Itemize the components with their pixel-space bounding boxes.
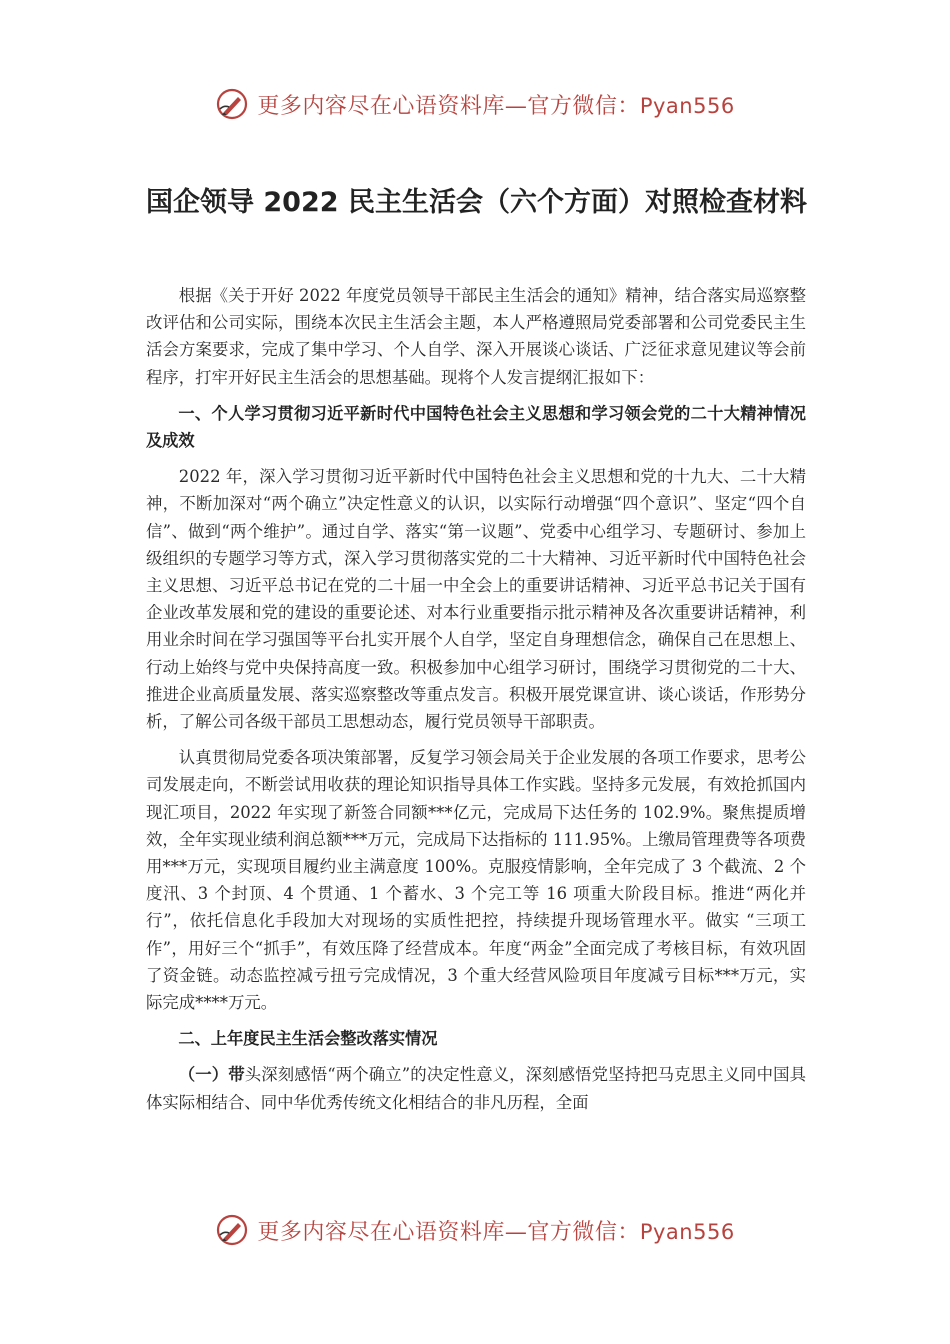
footer-watermark-banner <box>0 1208 950 1252</box>
document-body <box>146 282 806 1125</box>
header-banner-text: 更多内容尽在心语资料库—官方微信：Pyan556 <box>257 93 735 119</box>
section-1-heading: 一、个人学习贯彻习近平新时代中国特色社会主义思想和学习领会党的二十大精神情况及成效 <box>146 403 806 451</box>
intro-paragraph: 根据《关于开好 2022 年度党员领导干部民主生活会的通知》精神，结合落实局巡察整改评估和公司实际，围绕本次民主生活会主题，本人严格遵照局党委部署和公司党委民主生活会方案要求，完成了集中学习、个人自学、深入开展谈心谈话、广泛征求意见建议等会前程序，打牢开好民主生活会的思想基础。现将个人发言提纲汇报如下： <box>146 286 806 387</box>
header-watermark-banner <box>0 82 950 126</box>
section-2-paragraph-1 <box>146 1061 806 1115</box>
pen-logo-icon <box>215 1213 249 1247</box>
footer-wechat-id: Pyan556 <box>639 1219 735 1244</box>
section-1-paragraph-1: 2022 年，深入学习贯彻习近平新时代中国特色社会主义思想和党的十九大、二十大精神，不断加深对“两个确立”决定性意义的认识，以实际行动增强“四个意识”、坚定“四个自信”、做到“两个维护”。通过自学、落实“第一议题”、党委中心组学习、专题研讨、参加上级组织的专题学习等方式，深入学习贯彻落实党的二十大精神、习近平新时代中国特色社会主义思想、习近平总书记在党的二十届一中全会上的重要讲话精神、习近平总书记关于国有企业改革发展和党的建设的重要论述、对本行业重要指示批示精神及各次重要讲话精神，利用业余时间在学习强国等平台扎实开展个人自学，坚定自身理想信念，确保自己在思想上、行动上始终与党中央保持高度一致。积极参加中心组学习研讨，围绕学习贯彻党的二十大、推进企业高质量发展、落实巡察整改等重点发言。积极开展党课宣讲、谈心谈话，作形势分析，了解公司各级干部员工思想动态，履行党员领导干部职责。 <box>146 467 806 732</box>
document-title: 国企领导 2022 民主生活会（六个方面）对照检查材料 <box>146 187 807 218</box>
header-wechat-id: Pyan556 <box>639 93 735 118</box>
section-1-paragraph-2: 认真贯彻局党委各项决策部署，反复学习领会局关于企业发展的各项工作要求，思考公司发展走向，不断尝试用收获的理论知识指导具体工作实践。坚持多元发展，有效抢抓国内现汇项目，2022 年实现了新签合同额***亿元，完成局下达任务的 102.9%。聚焦提质增效，全年实现业绩利润总额***万元，完成局下达指标的 111.95%。上缴局管理费等各项费用***万元，实现项目履约业主满意度 100%。克服疫情影响，全年完成了 3 个截流、2 个度汛、3 个封顶、4 个贯通、1 个蓄水、3 个完工等 16 项重大阶段目标。推进“两化并行”，依托信息化手段加大对现场的实质性把控，持续提升现场管理水平。做实 “三项工作”，用好三个“抓手”，有效压降了经营成本。年度“两金”全面完成了考核目标，有效巩固了资金链。动态监控减亏扭亏完成情况，3 个重大经营风险项目年度减亏目标***万元，实际完成****万元。 <box>146 748 807 1013</box>
section-2-item-1-label: （一）带 <box>178 1065 245 1085</box>
section-2-item-1-text: 头深刻感悟“两个确立”的决定性意义，深刻感悟党坚持把马克思主义同中国具体实际相结合、同中华优秀传统文化相结合的非凡历程，全面 <box>146 1065 806 1112</box>
section-2-heading: 二、上年度民主生活会整改落实情况 <box>178 1029 438 1049</box>
pen-logo-icon <box>215 87 249 121</box>
footer-banner-text: 更多内容尽在心语资料库—官方微信：Pyan556 <box>257 1219 735 1245</box>
